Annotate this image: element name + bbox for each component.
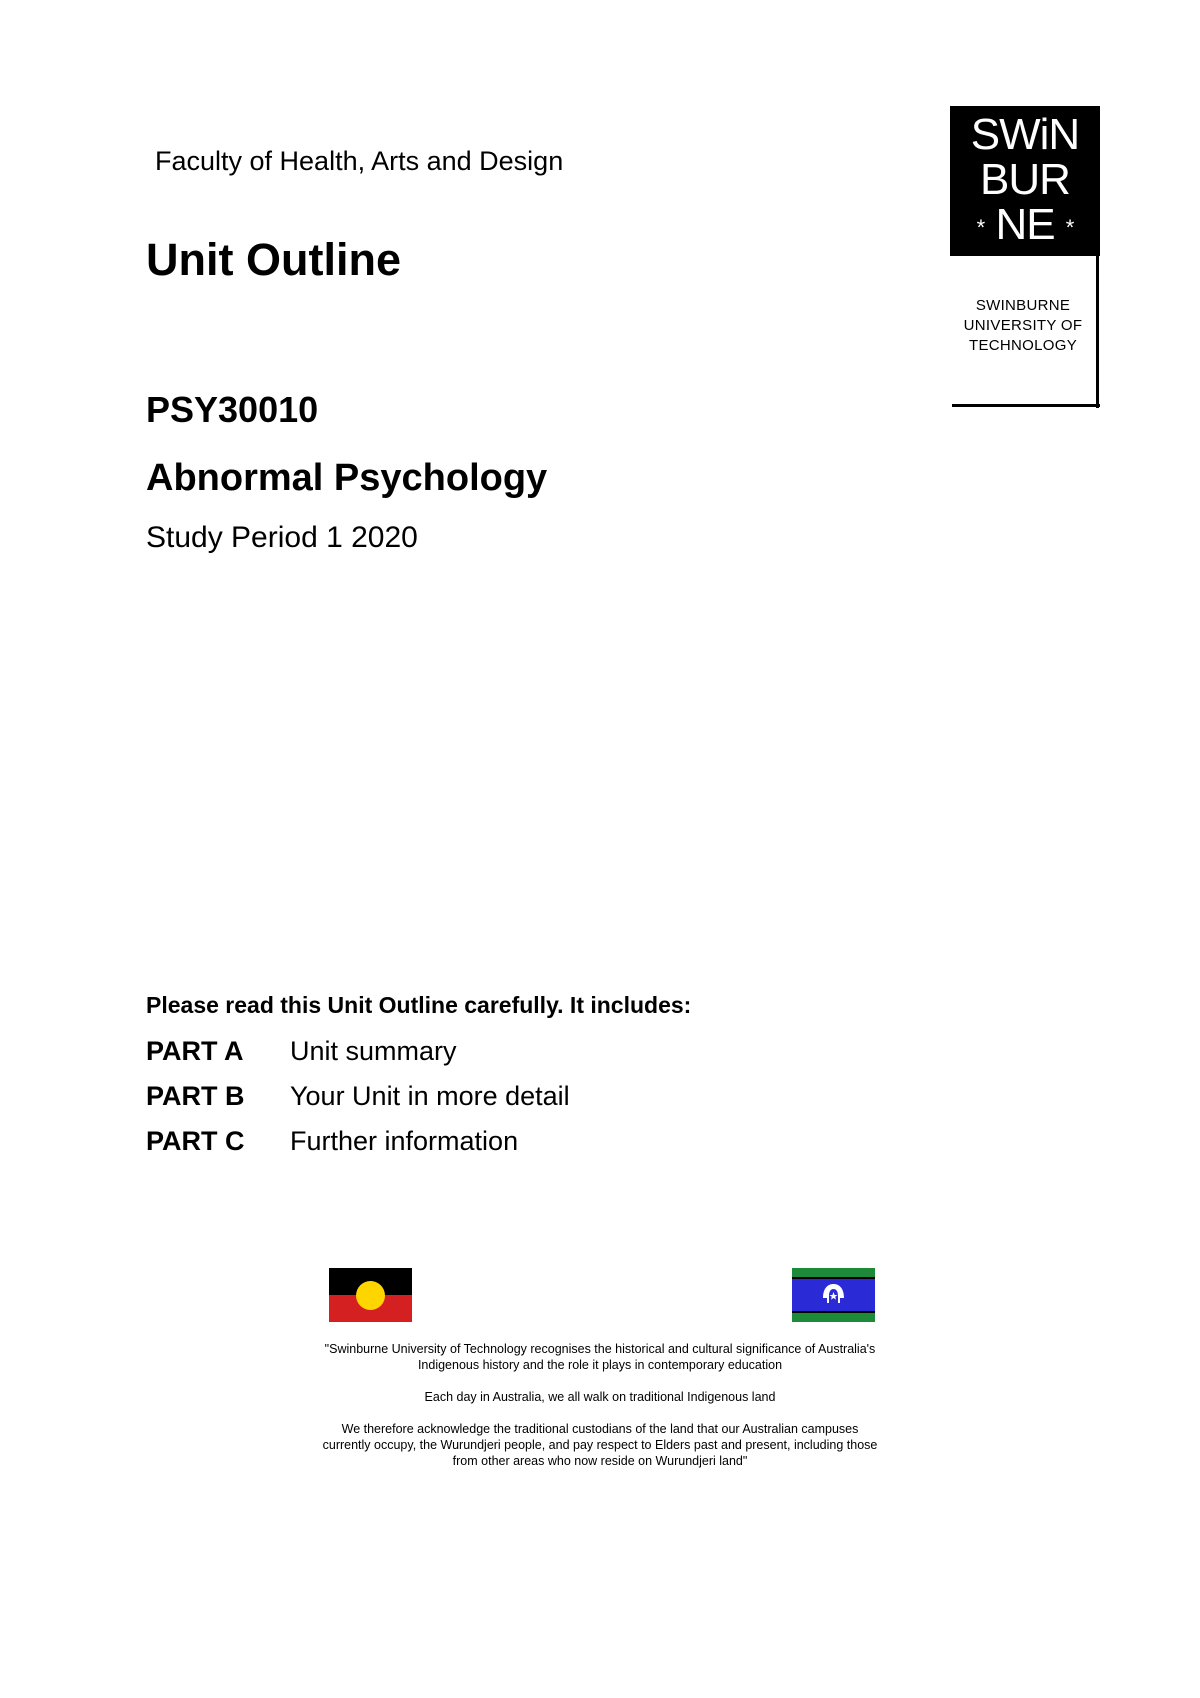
part-label: PART C xyxy=(146,1126,245,1156)
part-description: Your Unit in more detail xyxy=(290,1081,570,1111)
unit-code: PSY30010 xyxy=(146,389,319,430)
contents-intro: Please read this Unit Outline carefully. It includes: xyxy=(146,992,692,1018)
logo-caption-line-3: TECHNOLOGY xyxy=(968,337,1077,354)
star-icon: * xyxy=(1065,214,1074,240)
logo-mark-line-1: SWiN xyxy=(970,110,1080,159)
acknowledgement-paragraph: "Swinburne University of Technology recognises the historical and cultural significance of Australia's Indigenous history and the role it plays in contemporary education xyxy=(324,1342,876,1372)
logo-rule-horizontal xyxy=(952,404,1100,407)
part-label: PART A xyxy=(146,1036,244,1066)
part-description: Further information xyxy=(290,1126,519,1156)
logo-mark-line-2: BUR xyxy=(980,155,1070,204)
logo-caption-line-2: UNIVERSITY OF xyxy=(963,317,1083,334)
acknowledgement-paragraph: We therefore acknowledge the traditional custodians of the land that our Australian campuses currently occupy, the Wurundjeri people, and pay respect to Elders past and present, including those from other areas who now reside on Wurundjeri land" xyxy=(322,1422,878,1468)
logo-mark xyxy=(950,106,1100,256)
swinburne-logo xyxy=(950,106,1100,406)
logo-caption-line-1: SWINBURNE xyxy=(975,297,1071,314)
star-icon: * xyxy=(976,214,985,240)
study-period: Study Period 1 2020 xyxy=(146,521,418,554)
part-description: Unit summary xyxy=(290,1036,457,1066)
acknowledgement-paragraph: Each day in Australia, we all walk on traditional Indigenous land xyxy=(424,1390,776,1404)
acknowledgement-of-country xyxy=(320,1341,880,1485)
document-title: Unit Outline xyxy=(146,234,401,285)
logo-rule-vertical xyxy=(1096,256,1099,408)
logo-mark-line-3: NE xyxy=(995,200,1055,249)
dhari-headdress-icon xyxy=(820,1282,847,1308)
logo-mark-line-3-wrap xyxy=(950,202,1100,250)
unit-name: Abnormal Psychology xyxy=(146,457,548,499)
aboriginal-flag-icon xyxy=(329,1268,412,1322)
part-label: PART B xyxy=(146,1081,245,1111)
logo-caption xyxy=(950,296,1096,356)
faculty-name: Faculty of Health, Arts and Design xyxy=(155,146,564,176)
torres-strait-islander-flag-icon xyxy=(792,1268,875,1322)
